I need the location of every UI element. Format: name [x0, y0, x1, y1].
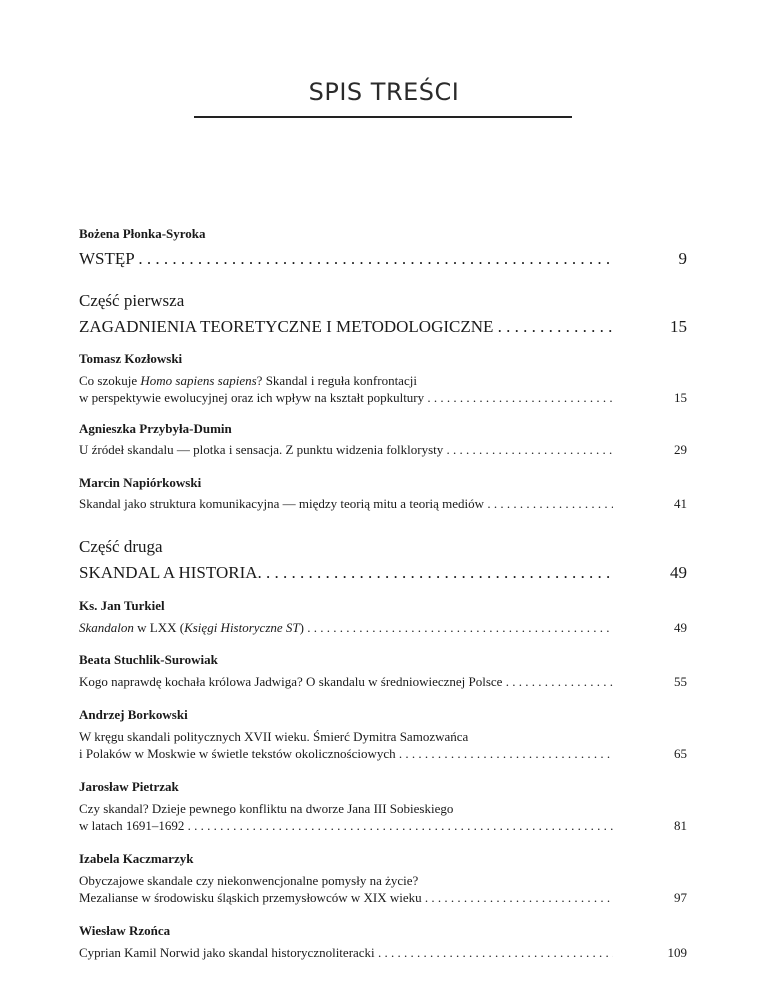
toc-entry[interactable] — [79, 800, 687, 834]
toc-entry[interactable] — [79, 441, 687, 458]
page-number: 55 — [674, 674, 687, 689]
toc-entry[interactable] — [79, 372, 687, 406]
toc-item — [79, 922, 687, 961]
page-number: 29 — [674, 442, 687, 457]
part-label: Część druga — [79, 537, 163, 556]
toc-entry-part2[interactable] — [79, 562, 687, 584]
toc-section-part1 — [79, 290, 687, 512]
entry-author: Andrzej Borkowski — [79, 707, 188, 722]
entry-title-line: W kręgu skandali politycznych XVII wieku. Śmierć Dymitra Samozwańca — [79, 729, 469, 744]
entry-title-line: Mezalianse w środowisku śląskich przemysłowców w XIX wieku . . . — [79, 889, 613, 906]
entry-title-line: U źródeł skandalu — plotka i sensacja. Z punktu widzenia folklorysty . . . — [79, 441, 613, 458]
toc-entry[interactable] — [79, 619, 687, 636]
page-number: 49 — [670, 563, 687, 582]
entry-title-line: Kogo naprawdę kochała królowa Jadwiga? O skandalu w średniowiecznej Polsce . . . — [79, 673, 613, 690]
entry-title-line: w latach 1691–1692 . . . — [79, 817, 613, 834]
part-title: SKANDAL A HISTORIA. . . . — [79, 562, 613, 584]
part-label: Część pierwsza — [79, 291, 185, 310]
entry-author: Agnieszka Przybyła-Dumin — [79, 421, 232, 436]
page-number: 41 — [674, 496, 687, 511]
entry-author: Jarosław Pietrzak — [79, 779, 179, 794]
page-number: 65 — [674, 746, 687, 761]
entry-author: Beata Stuchlik-Surowiak — [79, 652, 218, 667]
entry-author: Tomasz Kozłowski — [79, 351, 183, 366]
toc-entry-intro[interactable] — [79, 248, 687, 270]
page-number: 9 — [678, 249, 687, 268]
toc-section-part2 — [79, 536, 687, 961]
entry-author: Bożena Płonka-Syroka — [79, 226, 206, 241]
page-title: SPIS TREŚCI — [308, 78, 460, 106]
toc-entry-part1[interactable] — [79, 316, 687, 338]
toc-item — [79, 651, 687, 690]
toc-item — [79, 474, 687, 512]
toc-item — [79, 420, 687, 458]
page-number: 97 — [674, 890, 687, 905]
toc-section-intro — [79, 225, 687, 270]
part-title: ZAGADNIENIA TEORETYCZNE I METODOLOGICZNE . . . — [79, 316, 613, 338]
entry-author: Wiesław Rzońca — [79, 923, 171, 938]
entry-title-line: i Polaków w Moskwie w świetle tekstów okolicznościowych . . . — [79, 745, 613, 762]
entry-title-line: Czy skandal? Dzieje pewnego konfliktu na dworze Jana III Sobieskiego — [79, 801, 454, 816]
title-underline — [194, 116, 572, 118]
toc-entry[interactable] — [79, 728, 687, 762]
toc-entry[interactable] — [79, 495, 687, 512]
page-number: 15 — [670, 317, 687, 336]
entry-title-line: Cyprian Kamil Norwid jako skandal historycznoliteracki . . . — [79, 944, 613, 961]
page-number: 81 — [674, 818, 687, 833]
page-number: 49 — [674, 620, 687, 635]
entry-title-line: Obyczajowe skandale czy niekonwencjonalne pomysły na życie? — [79, 873, 419, 888]
entry-title: WSTĘP . . . — [79, 248, 613, 270]
toc-item — [79, 597, 687, 636]
toc-entry[interactable] — [79, 944, 687, 961]
entry-title-line: Skandal jako struktura komunikacyjna — między teorią mitu a teorią mediów . . . — [79, 495, 613, 512]
toc-item — [79, 350, 687, 406]
entry-title-line: Skandalon w LXX (Księgi Historyczne ST) . . . — [79, 619, 613, 636]
entry-author: Ks. Jan Turkiel — [79, 598, 165, 613]
toc-entry[interactable] — [79, 673, 687, 690]
page-number: 109 — [667, 945, 687, 960]
entry-title-line: w perspektywie ewolucyjnej oraz ich wpływ na kształt popkultury . . . — [79, 389, 613, 406]
toc-item — [79, 850, 687, 906]
table-of-contents — [79, 225, 687, 961]
entry-title-line: Co szokuje Homo sapiens sapiens? Skandal i reguła konfrontacji — [79, 373, 417, 388]
entry-author: Marcin Napiórkowski — [79, 475, 202, 490]
entry-author: Izabela Kaczmarzyk — [79, 851, 194, 866]
toc-item — [79, 706, 687, 762]
toc-item — [79, 778, 687, 834]
page-number: 15 — [674, 390, 687, 405]
toc-entry[interactable] — [79, 872, 687, 906]
